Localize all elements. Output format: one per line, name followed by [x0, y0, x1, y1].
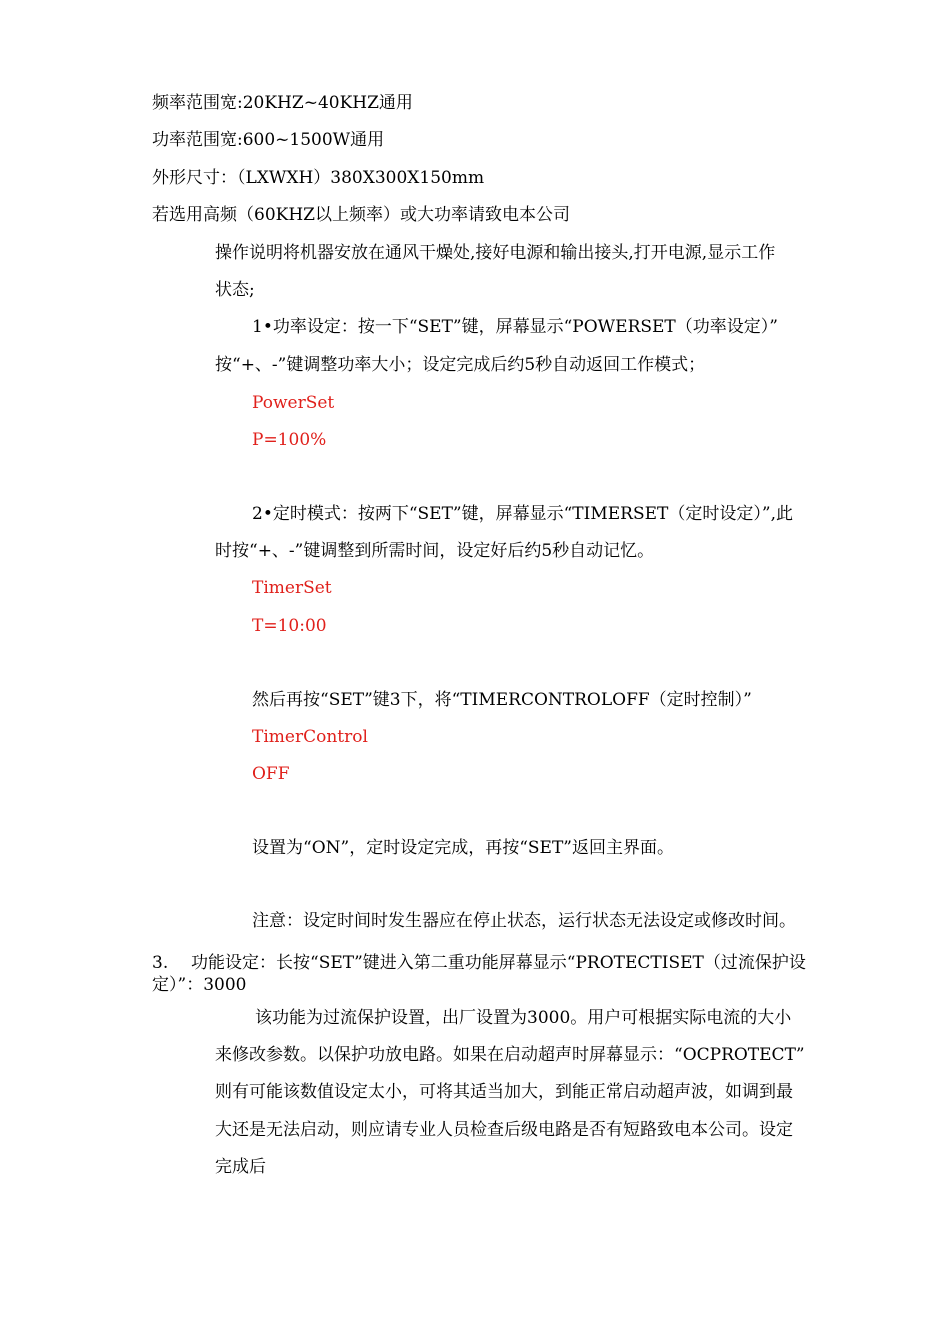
spec-freq-range: 频率范围宽:20KHZ~40KHZ通用 — [152, 93, 413, 113]
step3-para-5: 完成后 — [215, 1157, 266, 1177]
timer-control-line-2: 设置为“ON”，定时设定完成，再按“SET”返回主界面。 — [252, 838, 674, 858]
spec-power-range: 功率范围宽:600~1500W通用 — [152, 130, 385, 150]
step1-line-1: 1•功率设定：按一下“SET”键，屏幕显示“POWERSET（功率设定）” — [252, 317, 778, 337]
step3-para-4: 大还是无法启动，则应请专业人员检查后级电路是否有短路致电本公司。设定 — [215, 1120, 793, 1140]
step3-para-3: 则有可能该数值设定太小，可将其适当加大，到能正常启动超声波，如调到最 — [215, 1082, 793, 1102]
intro-line-2: 状态; — [215, 280, 255, 300]
step3-number: 3. — [152, 953, 169, 973]
timer-note: 注意：设定时间时发生器应在停止状态，运行状态无法设定或修改时间。 — [252, 911, 796, 931]
timer-control-line-1: 然后再按“SET”键3下，将“TIMERCONTROLOFF（定时控制）” — [252, 690, 752, 710]
step3-para-1: 该功能为过流保护设置，出厂设置为3000。用户可根据实际电流的大小 — [255, 1008, 792, 1028]
display-timer-control-value: OFF — [252, 764, 290, 784]
step2-line-2: 时按“+、-”键调整到所需时间，设定好后约5秒自动记忆。 — [215, 541, 655, 561]
spec-high-freq-note: 若选用高频（60KHZ以上频率）或大功率请致电本公司 — [152, 205, 570, 225]
display-timer-value: T=10:00 — [252, 616, 327, 636]
intro-line-1: 操作说明将机器安放在通风干燥处,接好电源和输出接头,打开电源,显示工作 — [215, 243, 776, 263]
step1-line-2: 按“+、-”键调整功率大小；设定完成后约5秒自动返回工作模式； — [215, 355, 706, 375]
display-timer-set: TimerSet — [252, 578, 332, 598]
step2-line-1: 2•定时模式：按两下“SET”键，屏幕显示“TIMERSET（定时设定）”,此 — [252, 504, 793, 524]
display-power-set: PowerSet — [252, 393, 335, 413]
step3-line-1: 功能设定：长按“SET”键进入第二重功能屏幕显示“PROTECTISET（过流保护设 — [191, 953, 806, 973]
step3-line-2: 定）”：3000 — [152, 975, 247, 995]
display-power-value: P=100% — [252, 430, 327, 450]
spec-dimensions: 外形尺寸：（LXWXH）380X300X150mm — [152, 168, 485, 188]
display-timer-control: TimerControl — [252, 727, 368, 747]
step3-para-2: 来修改参数。以保护功放电路。如果在启动超声时屏幕显示：“OCPROTECT” — [215, 1045, 805, 1065]
